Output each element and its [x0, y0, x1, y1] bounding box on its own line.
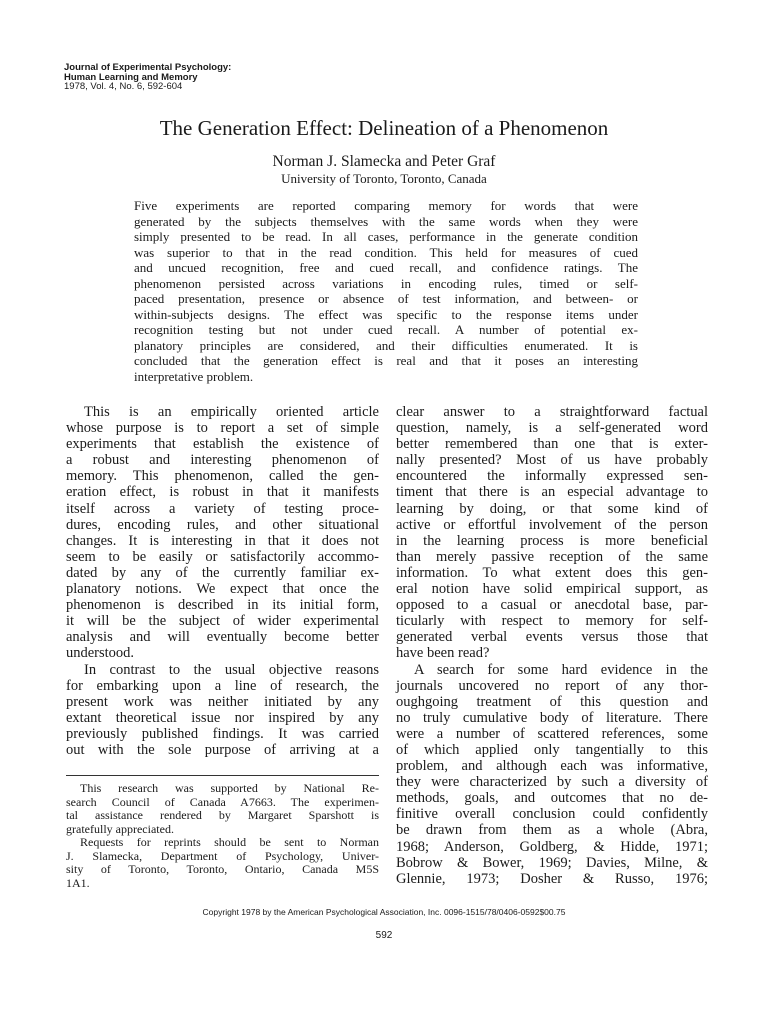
body-line: timent that there is an especial advantage to [396, 484, 708, 501]
abstract [134, 198, 638, 384]
body-line: of which applied only tangentially to this [396, 741, 708, 758]
abstract-line: planatory principles are considered, and their difficulties enumerated. It is [134, 337, 638, 353]
body-line: dated by any of the currently familiar ex- [66, 564, 379, 581]
journal-citation: 1978, Vol. 4, No. 6, 592-604 [64, 81, 183, 92]
abstract-line: phenomenon persisted across variations in encoding rules, timed or self- [134, 275, 638, 291]
body-line: were a number of scattered references, some [396, 725, 708, 742]
body-line: encountered the informally expressed sen- [396, 468, 708, 485]
footnote-line: This research was supported by National Re- [80, 781, 379, 795]
abstract-line: paced presentation, presence or absence of test information, and between- or [134, 291, 638, 306]
abstract-line: recognition testing but not under cued recall. A number of potential ex- [134, 322, 638, 337]
body-line: previously published findings. It was carried [66, 725, 379, 742]
body-line: extant theoretical issue nor inspired by any [66, 709, 379, 726]
article-authors: Norman J. Slamecka and Peter Graf [272, 153, 496, 170]
body-line: it will be the subject of wider experimental [66, 613, 379, 630]
body-line: no truly cumulative body of literature. There [396, 709, 708, 726]
journal-subtitle: Human Learning and Memory [64, 71, 198, 83]
abstract-line: interpretative problem. [134, 368, 254, 384]
body-line: active or effortful involvement of the person [396, 516, 708, 533]
abstract-line: Five experiments are reported comparing memory for words that were [134, 198, 638, 213]
author-affiliation: University of Toronto, Toronto, Canada [281, 171, 487, 186]
footnote-line: tal assistance rendered by Margaret Sparshott is [66, 808, 379, 822]
abstract-line: generated by the subjects themselves with the same words when they were [134, 213, 638, 229]
body-line: nally presented? Most of us have probably [396, 452, 708, 469]
body-line: a robust and interesting phenomenon of [66, 452, 379, 469]
article-title: The Generation Effect: Delineation of a Phenomenon [159, 116, 609, 140]
body-line: opposed to a casual or anecdotal base, par- [396, 597, 708, 614]
body-line: learning by doing, or that some kind of [396, 500, 708, 517]
body-line: changes. It is interesting in that it does not [66, 532, 379, 549]
body-line: journals uncovered no report of any thor- [396, 677, 708, 694]
footnote-line: 1A1. [66, 875, 90, 890]
body-line: Bobrow & Bower, 1969; Davies, Milne, & [396, 854, 708, 871]
journal-header [64, 63, 231, 92]
body-line: memory. This phenomenon, called the gen- [66, 468, 379, 485]
body-line: for embarking upon a line of research, the [66, 677, 379, 694]
body-line: clear answer to a straightforward factual [396, 404, 708, 420]
body-line: information. To what extent does this gen- [396, 564, 708, 581]
abstract-line: and uncued recognition, free and cued recall, and confidence ratings. The [134, 260, 638, 275]
body-line: dures, encoding rules, and other situational [66, 516, 379, 533]
body-line: experiments that establish the existence of [66, 436, 379, 453]
body-line: better remembered than one that is exter- [396, 436, 708, 453]
abstract-line: within-subjects designs. The effect was specific to the response items under [134, 306, 638, 322]
copyright-line: Copyright 1978 by the American Psychological Association, Inc. 0096-1515/78/0406-0592$00.75 [202, 907, 566, 917]
body-line: generated verbal events versus those that [396, 629, 708, 646]
body-line: eration effect, is robust in that it manifests [66, 484, 379, 501]
body-line: itself across a variety of testing proce- [66, 500, 379, 517]
body-line: planatory notions. We expect that once the [66, 581, 379, 598]
journal-name: Journal of Experimental Psychology: [64, 62, 232, 73]
body-line: finitive overall conclusion could confidently [396, 806, 708, 823]
body-line: In contrast to the usual objective reasons [84, 661, 379, 678]
body-line: A search for some hard evidence in the [414, 661, 708, 678]
body-line: methods, goals, and outcomes that no de- [396, 790, 708, 807]
body-line: This is an empirically oriented article [84, 404, 379, 420]
page-number: 592 [375, 930, 393, 941]
body-line: phenomenon is described in its initial form, [66, 597, 379, 614]
abstract-line: simply presented to be read. In all cases, performance in the generate condition [134, 229, 638, 244]
footnote-divider [66, 775, 379, 776]
body-right-column [396, 404, 708, 887]
body-line: have been read? [396, 645, 490, 662]
body-line: problem, and although each was informative, [396, 758, 708, 775]
body-line: eral notion have solid empirical support, as [396, 581, 708, 598]
footnotes [66, 782, 379, 890]
footnote-line: Requests for reprints should be sent to Norman [80, 835, 379, 849]
body-line: be drawn from them as a whole (Abra, [396, 822, 708, 839]
footnote-line: search Council of Canada A7663. The experimen- [66, 794, 379, 809]
body-line: out with the sole purpose of arriving at a [66, 741, 379, 758]
footnote-line: gratefully appreciated. [66, 821, 174, 836]
body-line: question, namely, is a self-generated word [396, 420, 708, 437]
body-line: than merely passive reception of the same [396, 548, 708, 565]
body-line: present work was neither initiated by any [66, 693, 379, 710]
body-line: analysis and will eventually become better [66, 629, 379, 646]
body-line: understood. [66, 645, 135, 662]
body-line: in the learning process is more beneficial [396, 532, 708, 549]
footnote-line: J. Slamecka, Department of Psychology, Univer- [66, 848, 379, 863]
body-line: 1968; Anderson, Goldberg, & Hidde, 1971; [396, 838, 708, 855]
body-line: ticularly with respect to memory for self- [396, 613, 708, 630]
abstract-line: concluded that the generation effect is real and that it poses an interesting [134, 353, 638, 368]
body-line: they were characterized by such a diversity of [396, 774, 708, 791]
body-line: whose purpose is to report a set of simple [66, 420, 379, 437]
body-left-column [66, 404, 379, 758]
footnote-line: sity of Toronto, Toronto, Ontario, Canada M5S [66, 862, 379, 876]
abstract-line: was superior to that in the read condition. This held for measures of cued [134, 244, 638, 260]
body-line: oughgoing treatment of this question and [396, 693, 708, 710]
body-line: Glennie, 1973; Dosher & Russo, 1976; [396, 870, 708, 887]
body-line: seem to be easily or satisfactorily accommo- [66, 548, 379, 565]
